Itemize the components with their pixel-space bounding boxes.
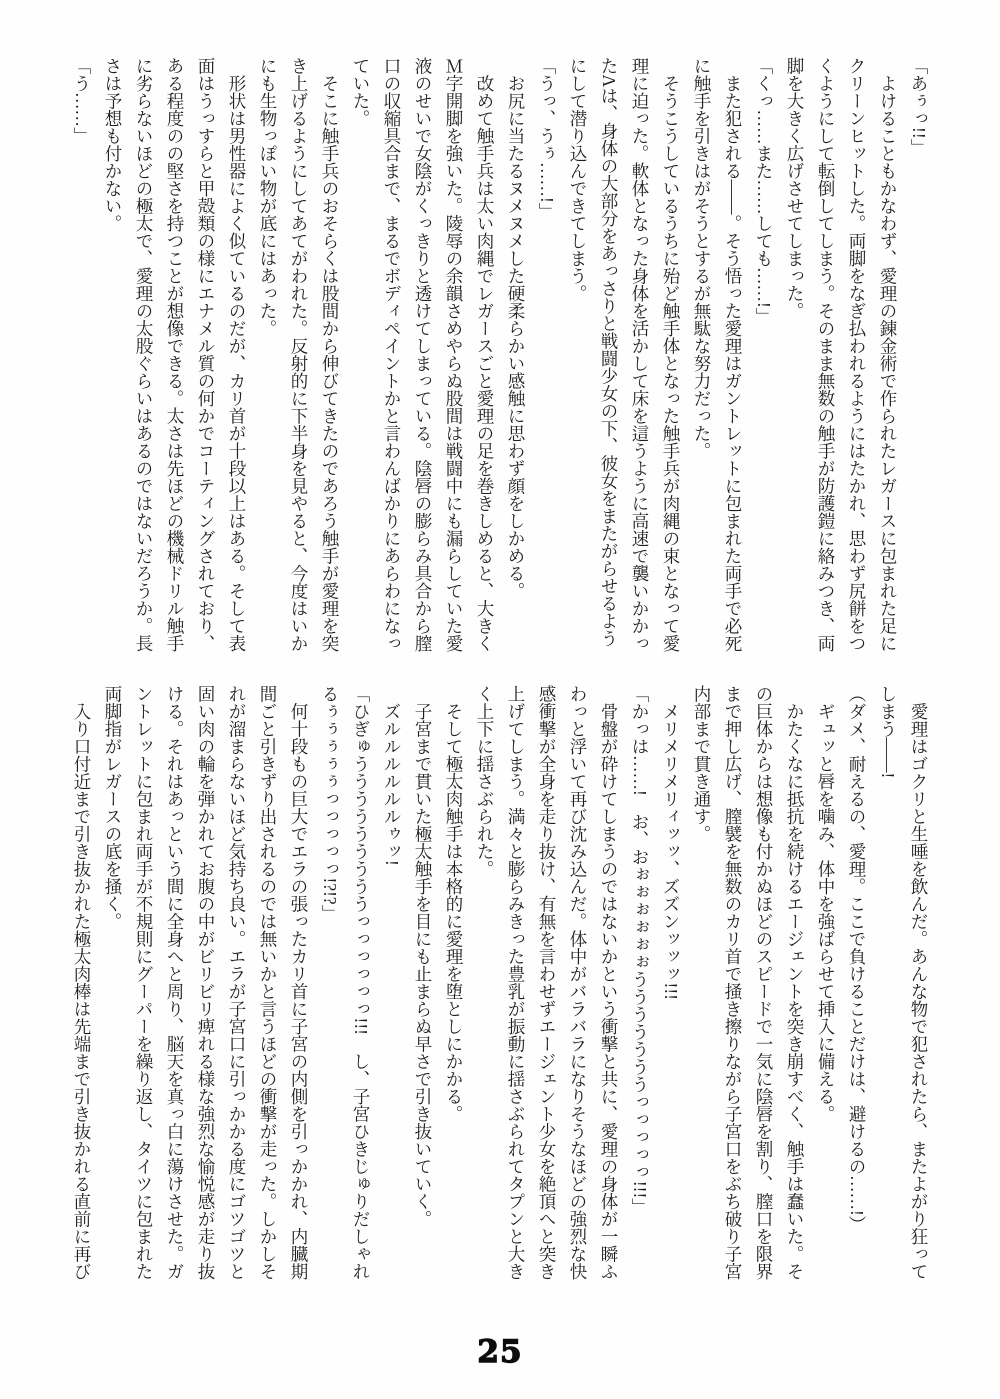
- text-line: 「う……」: [72, 57, 92, 145]
- text-line: 上げてしまう。満々と膨らみきった豊乳が振動に揺さぶられてタプンと大き: [506, 685, 526, 1280]
- text-line: ける。それはあっという間に全身へと周り、脳天を真っ白に蕩けさせた。ガ: [165, 685, 185, 1280]
- text-line: メリメリメリィッッ、ズズンッッッ!!!: [661, 685, 681, 1000]
- text-line: れが溜まらないほど気持ち良い。エラが子宮口に引っかかる度にゴツゴツと: [227, 685, 247, 1280]
- text-line: お尻に当たるヌメヌメした硬柔らかい感触に思わず顔をしかめる。: [506, 57, 526, 600]
- text-line: Ｍ字開脚を強いた。陵辱の余韻さめやらぬ股間は戦闘中にも漏らしていた愛: [444, 57, 464, 652]
- text-line: ギュッと唇を噛み、体中を強ばらせて挿入に備える。: [816, 685, 836, 1123]
- text-line: く上下に揺さぶられた。: [475, 685, 495, 878]
- text-line: 「うっ、うぅ……!」: [537, 57, 557, 221]
- text-block-top: [62, 57, 934, 659]
- text-line: 改めて触手兵は太い肉縄でレガースごと愛理の足を巻きしめると、大きく: [475, 57, 495, 652]
- text-line: き上げるようにしてあてがわれた。反射的に下半身を見やると、今度はいか: [289, 57, 309, 652]
- page-number: 25: [477, 1334, 523, 1370]
- text-line: 内部まで貫き通す。: [692, 685, 712, 843]
- text-line: にも生物っぽい物が底にはあった。: [258, 57, 278, 337]
- text-line: 「あぅっ!!」: [909, 57, 929, 157]
- text-line: （ダメ、耐えるの、愛理。ここで負けることだけは、避けるの……!）: [847, 685, 867, 1234]
- text-line: しまう――!: [878, 685, 898, 779]
- text-line: 感衝撃が全身を走り抜け、有無を言わせずエージェント少女を絶頂へと突き: [537, 685, 557, 1280]
- text-line: ある程度のの堅さを持つことが想像できる。太さは先ほどの機械ドリル触手: [165, 57, 185, 652]
- text-line: 面はうっすらと甲殻類の様にエナメル質の何かでコーティングされており、: [196, 57, 216, 652]
- text-line: の巨体からは想像も付かぬほどのスピードで一気に陰唇を割り、膣口を限界: [754, 685, 774, 1280]
- text-line: にして潜り込んできてしまう。: [568, 57, 588, 302]
- text-line: 口の収縮具合まで、まるでボディペイントかと言わんばかりにあらわになっ: [382, 57, 402, 652]
- text-line: 「ひぎゅうううううううううっっっっっっ!!! し、子宮ひきじゅりだしゃれ: [351, 685, 371, 1280]
- text-line: 形状は男性器によく似ているのだが、カリ首が十段以上はある。そして表: [227, 57, 247, 652]
- text-line: クリーンヒットした。両脚をなぎ払われるようにはたかれ、思わず尻餅をつ: [847, 57, 867, 652]
- text-line: また犯される――。そう悟った愛理はガントレットに包まれた両手で必死: [723, 57, 743, 652]
- text-line: さは予想も付かない。: [103, 57, 123, 232]
- text-block-bottom: [62, 685, 934, 1287]
- text-line: ていた。: [351, 57, 371, 127]
- text-line: わっと浮いて再び沈み込んだ。体中がバラバラになりそうなほどの強烈な快: [568, 685, 588, 1280]
- text-line: たΛは、身体の大部分をあっさりと戦闘少女の下、彼女をまたがらせるよう: [599, 57, 619, 648]
- text-line: そうこうしているうちに殆ど触手体となった触手兵が肉縄の束となって愛: [661, 57, 681, 652]
- text-line: 理に迫った。軟体となった身体を活かして床を這うように高速で襲いかかっ: [630, 57, 650, 652]
- text-line: 子宮まで貫いた極太触手を目にも止まらぬ早さで引き抜いていく。: [413, 685, 433, 1228]
- text-line: まで押し広げ、膣襞を無数のカリ首で掻き擦りながら子宮口をぶち破り子宮: [723, 685, 743, 1280]
- text-line: 「かっは……! お、おぉぉぉぉぉぉうううううううっっっっっ!!!」: [630, 685, 650, 1216]
- text-line: 入り口付近まで引き抜かれた極太肉棒は先端まで引き抜かれる直前に再び: [72, 685, 92, 1280]
- text-line: ントレットに包まれ両手が不規則にグーパーを繰り返し、タイツに包まれた: [134, 685, 154, 1280]
- text-line: そこに触手兵のおそらくは股間から伸びてきたのであろう触手が愛理を突: [320, 57, 340, 652]
- text-line: 固い肉の輪を弾かれてお腹の中がビリビリ痺れる様な強烈な愉悦感が走り抜: [196, 685, 216, 1280]
- text-line: 脚を大きく広げさせてしまった。: [785, 57, 805, 320]
- text-line: 愛理はゴクリと生唾を飲んだ。あんな物で犯されたら、またよがり狂って: [909, 685, 929, 1280]
- text-line: 「くっ……また……しても……!」: [754, 57, 774, 326]
- text-line: に劣らないほどの極太で、愛理の太股ぐらいはあるのではないだろうか。長: [134, 57, 154, 652]
- text-line: 両脚指がレガースの底を掻く。: [103, 685, 123, 930]
- text-line: るぅぅぅぅぅっっっっっ!?!?」: [320, 685, 340, 923]
- text-line: に触手を引きはがそうとするが無駄な努力だった。: [692, 57, 712, 460]
- text-line: かたくなに抵抗を続けるエージェントを突き崩すべく、触手は蠢いた。そ: [785, 685, 805, 1280]
- text-line: 液のせいで女陰がくっきりと透けてしまっている。陰唇の膨らみ具合から膣: [413, 57, 433, 652]
- text-line: 間ごと引きずり出されるのでは無いかと言うほどの衝撃が走った。しかしそ: [258, 685, 278, 1280]
- text-line: くようにして転倒してしまう。そのまま無数の触手が防護鎧に絡みつき、両: [816, 57, 836, 652]
- text-line: よけることもかなわず、愛理の錬金術で作られたレガースに包まれた足に: [878, 57, 898, 652]
- text-line: そして極太肉触手は本格的に愛理を堕としにかかる。: [444, 685, 464, 1123]
- text-line: ズルルルルルルゥッ!: [382, 685, 402, 866]
- text-line: 何十段もの巨大でエラの張ったカリ首に子宮の内側を引っかかれ、内臓期: [289, 685, 309, 1280]
- text-line: 骨盤が砕けてしまうのではないかという衝撃と共に、愛理の身体が一瞬ふ: [599, 685, 619, 1280]
